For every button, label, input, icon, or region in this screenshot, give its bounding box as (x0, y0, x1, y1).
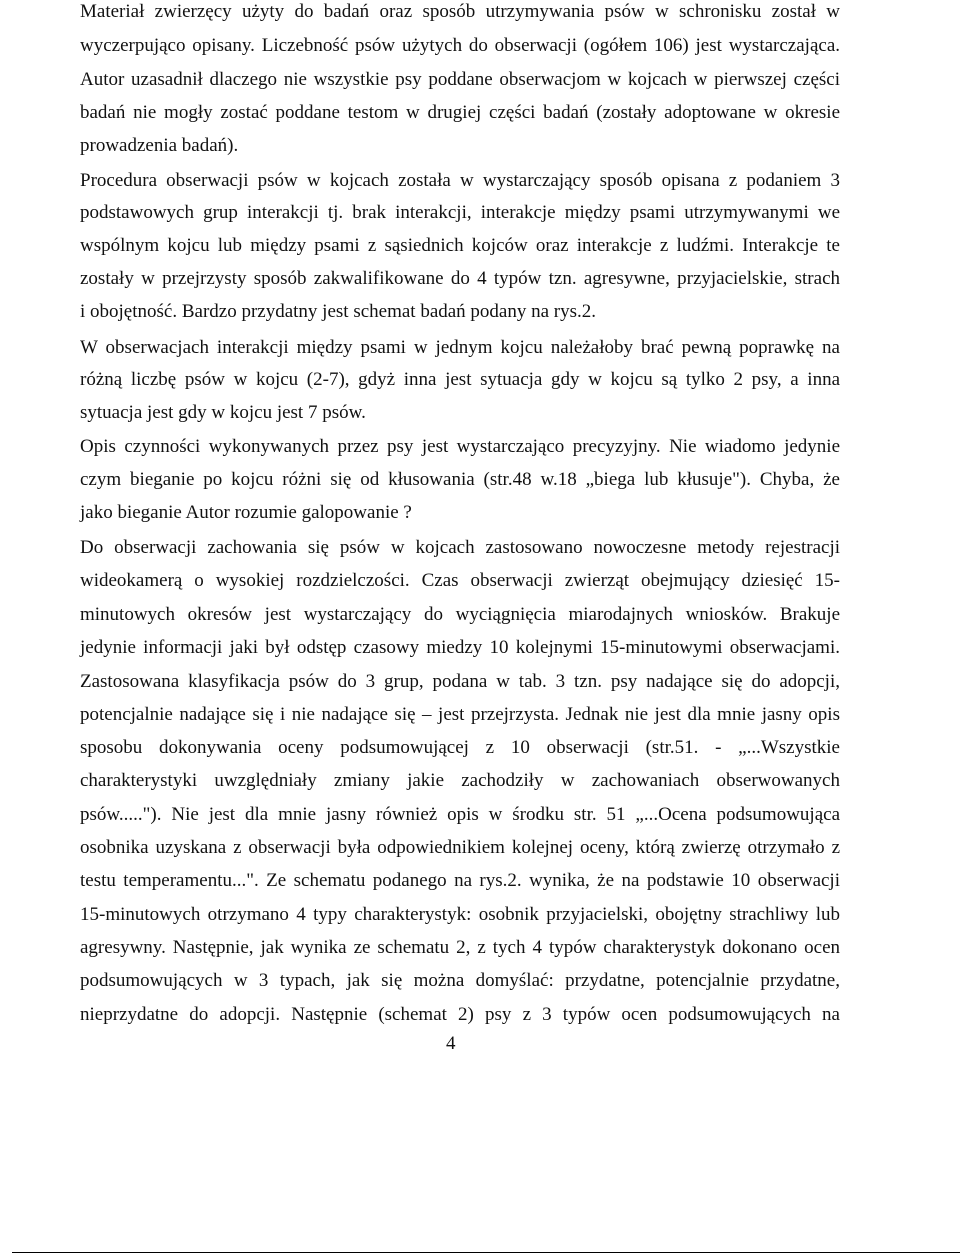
text-line: Materiał zwierzęcy użyty do badań oraz sposób utrzymywania psów w schronisku został w (80, 1, 840, 22)
text-line: 15-minutowych otrzymano 4 typy charakterystyk: osobnik przyjacielski, obojętny strachliwy lub (80, 904, 840, 925)
text-line: osobnika uzyskana z obserwacji była odpowiednikiem kolejnej oceny, którą zwierzę otrzymało z (80, 837, 840, 858)
text-line: minutowych okresów jest wystarczający do wyciągnięcia miarodajnych wniosków. Brakuje (80, 604, 840, 625)
text-line: badań nie mogły zostać poddane testom w drugiej części badań (zostały adoptowane w okresie (80, 102, 840, 123)
text-line: podsumowujących w 3 typach, jak się można domyślać: przydatne, potencjalnie przydatne, (80, 970, 840, 991)
text-line: prowadzenia badań). (80, 135, 239, 156)
text-line: testu temperamentu...". Ze schematu podanego na rys.2. wynika, że na podstawie 10 obserwacji (80, 870, 840, 891)
text-line: wyczerpująco opisany. Liczebność psów użytych do obserwacji (ogółem 106) jest wystarczająca. (80, 35, 840, 56)
text-line: Procedura obserwacji psów w kojcach została w wystarczający sposób opisana z podaniem 3 (80, 170, 840, 191)
text-line: psów....."). Nie jest dla mnie jasny również opis w środku str. 51 „...Ocena podsumowująca (80, 804, 840, 825)
text-line: jedynie informacji jaki był odstęp czasowy miedzy 10 kolejnymi 15-minutowymi obserwacjami. (80, 637, 840, 658)
text-line: podstawowych grup interakcji tj. brak interakcji, interakcje między psami utrzymywanymi we (80, 202, 840, 223)
page-number: 4 (446, 1033, 456, 1054)
text-line: agresywny. Następnie, jak wynika ze schematu 2, z tych 4 typów charakterystyk dokonano ocen (80, 937, 840, 958)
text-line: czym bieganie po kojcu różni się od kłusowania (str.48 w.18 „biega lub kłusuje"). Chyba, że (80, 469, 840, 490)
text-line: różną liczbę psów w kojcu (2-7), gdyż inna jest sytuacja gdy w kojcu są tylko 2 psy, a inna (80, 369, 840, 390)
text-line: jako bieganie Autor rozumie galopowanie ? (80, 502, 412, 523)
bottom-divider (12, 1252, 960, 1253)
text-line: wspólnym kojcu lub między psami z sąsiednich kojców oraz interakcje z ludźmi. Interakcje te (80, 235, 840, 256)
text-line: Opis czynności wykonywanych przez psy jest wystarczająco precyzyjny. Nie wiadomo jedynie (80, 436, 840, 457)
text-line: Do obserwacji zachowania się psów w kojcach zastosowano nowoczesne metody rejestracji (80, 537, 840, 558)
text-line: sytuacja jest gdy w kojcu jest 7 psów. (80, 402, 366, 423)
text-line: W obserwacjach interakcji między psami w jednym kojcu należałoby brać pewną poprawkę na (80, 337, 840, 358)
text-line: zostały w przejrzysty sposób zakwalifikowane do 4 typów tzn. agresywne, przyjacielskie, strach (80, 268, 840, 289)
text-line: charakterystyki uwzględniały zmiany jakie zachodziły w zachowaniach obserwowanych (80, 770, 840, 791)
text-line: Zastosowana klasyfikacja psów do 3 grup, podana w tab. 3 tzn. psy nadające się do adopcji, (80, 671, 840, 692)
text-line: sposobu dokonywania oceny podsumowującej z 10 obserwacji (str.51. - „...Wszystkie (80, 737, 840, 758)
text-line: potencjalnie nadające się i nie nadające się – jest przejrzysta. Jednak nie jest dla mnie jasny opis (80, 704, 840, 725)
text-line: wideokamerą o wysokiej rozdzielczości. Czas obserwacji zwierząt obejmujący dziesięć 15- (80, 570, 840, 591)
text-line: i obojętność. Bardzo przydatny jest schemat badań podany na rys.2. (80, 301, 597, 322)
text-line: nieprzydatne do adopcji. Następnie (schemat 2) psy z 3 typów ocen podsumowujących na (80, 1004, 840, 1025)
text-line: Autor uzasadnił dlaczego nie wszystkie psy poddane obserwacjom w kojcach w pierwszej części (80, 69, 840, 90)
